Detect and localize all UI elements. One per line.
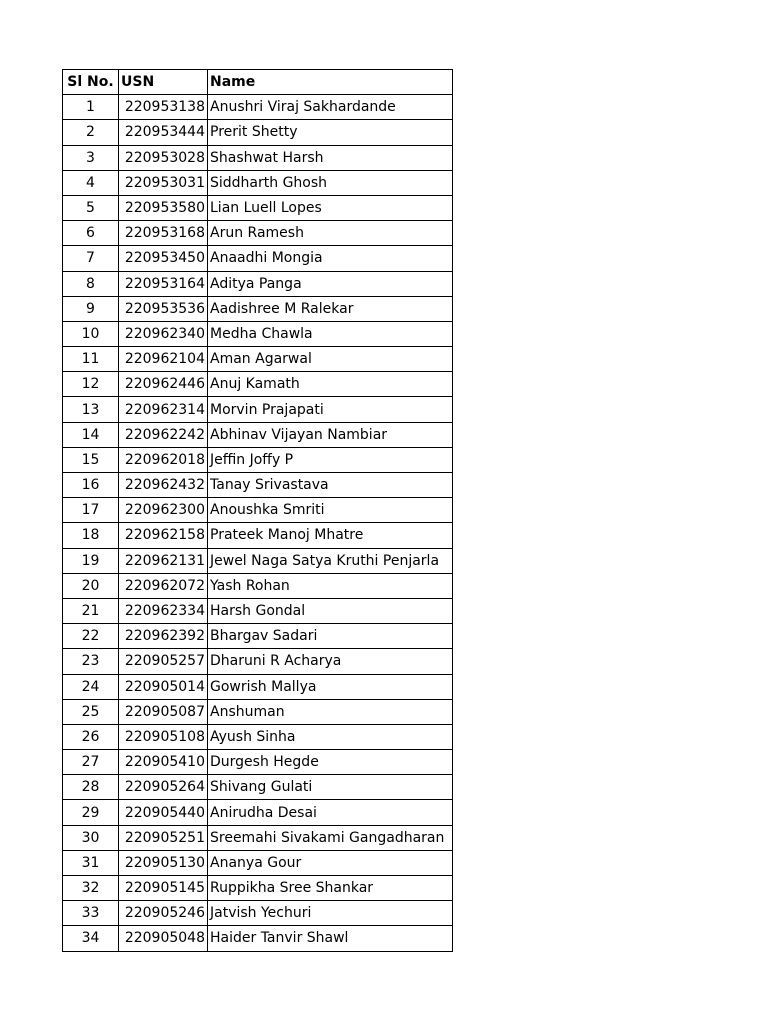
cell-sl-no: 24 <box>63 674 119 699</box>
cell-sl-no: 34 <box>63 926 119 951</box>
cell-name: Shashwat Harsh <box>208 145 453 170</box>
cell-usn: 220962300 <box>119 498 208 523</box>
table-row <box>63 699 453 724</box>
cell-name: Ananya Gour <box>208 850 453 875</box>
cell-name: Shivang Gulati <box>208 775 453 800</box>
cell-usn: 220905251 <box>119 825 208 850</box>
table-row <box>63 649 453 674</box>
cell-usn: 220953164 <box>119 271 208 296</box>
cell-name: Jeffin Joffy P <box>208 447 453 472</box>
cell-usn: 220905410 <box>119 750 208 775</box>
table-row <box>63 296 453 321</box>
cell-usn: 220962432 <box>119 473 208 498</box>
table-row <box>63 750 453 775</box>
table-row <box>63 246 453 271</box>
cell-sl-no: 26 <box>63 724 119 749</box>
cell-sl-no: 29 <box>63 800 119 825</box>
cell-name: Prateek Manoj Mhatre <box>208 523 453 548</box>
cell-usn: 220953580 <box>119 195 208 220</box>
cell-name: Anushri Viraj Sakhardande <box>208 95 453 120</box>
cell-name: Tanay Srivastava <box>208 473 453 498</box>
cell-sl-no: 11 <box>63 347 119 372</box>
cell-name: Anirudha Desai <box>208 800 453 825</box>
table-row <box>63 397 453 422</box>
table-row <box>63 447 453 472</box>
cell-name: Medha Chawla <box>208 321 453 346</box>
cell-usn: 220953450 <box>119 246 208 271</box>
header-usn: USN <box>119 70 208 95</box>
cell-sl-no: 27 <box>63 750 119 775</box>
cell-name: Anshuman <box>208 699 453 724</box>
cell-name: Bhargav Sadari <box>208 624 453 649</box>
table-row <box>63 170 453 195</box>
table-row <box>63 548 453 573</box>
cell-usn: 220962072 <box>119 573 208 598</box>
cell-usn: 220905246 <box>119 901 208 926</box>
table-row <box>63 850 453 875</box>
table-row <box>63 674 453 699</box>
cell-usn: 220905130 <box>119 850 208 875</box>
header-name: Name <box>208 70 453 95</box>
cell-name: Durgesh Hegde <box>208 750 453 775</box>
table-row <box>63 321 453 346</box>
cell-usn: 220953168 <box>119 221 208 246</box>
table-body <box>63 95 453 951</box>
table-row <box>63 624 453 649</box>
table-row <box>63 573 453 598</box>
cell-usn: 220962334 <box>119 598 208 623</box>
cell-sl-no: 16 <box>63 473 119 498</box>
cell-sl-no: 2 <box>63 120 119 145</box>
cell-usn: 220905087 <box>119 699 208 724</box>
cell-usn: 220905440 <box>119 800 208 825</box>
table-row <box>63 523 453 548</box>
cell-sl-no: 14 <box>63 422 119 447</box>
cell-sl-no: 23 <box>63 649 119 674</box>
cell-sl-no: 4 <box>63 170 119 195</box>
table-row <box>63 271 453 296</box>
cell-usn: 220905257 <box>119 649 208 674</box>
cell-sl-no: 5 <box>63 195 119 220</box>
cell-sl-no: 7 <box>63 246 119 271</box>
cell-sl-no: 8 <box>63 271 119 296</box>
table-row <box>63 800 453 825</box>
cell-name: Jatvish Yechuri <box>208 901 453 926</box>
cell-sl-no: 6 <box>63 221 119 246</box>
table-row <box>63 498 453 523</box>
table-row <box>63 473 453 498</box>
header-sl-no: Sl No. <box>63 70 119 95</box>
cell-sl-no: 15 <box>63 447 119 472</box>
cell-usn: 220953536 <box>119 296 208 321</box>
cell-sl-no: 25 <box>63 699 119 724</box>
cell-usn: 220962392 <box>119 624 208 649</box>
cell-usn: 220905264 <box>119 775 208 800</box>
cell-usn: 220962340 <box>119 321 208 346</box>
cell-sl-no: 1 <box>63 95 119 120</box>
cell-usn: 220905108 <box>119 724 208 749</box>
cell-sl-no: 12 <box>63 372 119 397</box>
cell-usn: 220905145 <box>119 876 208 901</box>
cell-usn: 220953031 <box>119 170 208 195</box>
cell-sl-no: 32 <box>63 876 119 901</box>
cell-name: Sreemahi Sivakami Gangadharan <box>208 825 453 850</box>
cell-usn: 220953444 <box>119 120 208 145</box>
cell-name: Anuj Kamath <box>208 372 453 397</box>
table-row <box>63 901 453 926</box>
cell-sl-no: 19 <box>63 548 119 573</box>
cell-name: Lian Luell Lopes <box>208 195 453 220</box>
table-row <box>63 422 453 447</box>
cell-name: Aditya Panga <box>208 271 453 296</box>
cell-sl-no: 28 <box>63 775 119 800</box>
student-table <box>62 69 453 952</box>
cell-usn: 220953028 <box>119 145 208 170</box>
cell-name: Haider Tanvir Shawl <box>208 926 453 951</box>
table-row <box>63 221 453 246</box>
cell-name: Dharuni R Acharya <box>208 649 453 674</box>
table-header-row <box>63 70 453 95</box>
cell-name: Siddharth Ghosh <box>208 170 453 195</box>
cell-sl-no: 18 <box>63 523 119 548</box>
cell-usn: 220962018 <box>119 447 208 472</box>
cell-name: Abhinav Vijayan Nambiar <box>208 422 453 447</box>
cell-name: Anoushka Smriti <box>208 498 453 523</box>
table-row <box>63 95 453 120</box>
cell-sl-no: 30 <box>63 825 119 850</box>
cell-usn: 220962314 <box>119 397 208 422</box>
table-row <box>63 926 453 951</box>
cell-sl-no: 9 <box>63 296 119 321</box>
cell-sl-no: 21 <box>63 598 119 623</box>
cell-usn: 220905014 <box>119 674 208 699</box>
cell-sl-no: 17 <box>63 498 119 523</box>
cell-name: Morvin Prajapati <box>208 397 453 422</box>
cell-usn: 220962242 <box>119 422 208 447</box>
cell-sl-no: 13 <box>63 397 119 422</box>
cell-name: Aman Agarwal <box>208 347 453 372</box>
cell-usn: 220905048 <box>119 926 208 951</box>
cell-usn: 220962104 <box>119 347 208 372</box>
cell-name: Jewel Naga Satya Kruthi Penjarla <box>208 548 453 573</box>
table-row <box>63 825 453 850</box>
cell-sl-no: 33 <box>63 901 119 926</box>
cell-sl-no: 22 <box>63 624 119 649</box>
cell-name: Yash Rohan <box>208 573 453 598</box>
table-row <box>63 145 453 170</box>
table-row <box>63 372 453 397</box>
table-row <box>63 876 453 901</box>
table-row <box>63 775 453 800</box>
table-row <box>63 598 453 623</box>
cell-name: Arun Ramesh <box>208 221 453 246</box>
cell-name: Harsh Gondal <box>208 598 453 623</box>
cell-name: Anaadhi Mongia <box>208 246 453 271</box>
table-row <box>63 724 453 749</box>
cell-name: Aadishree M Ralekar <box>208 296 453 321</box>
cell-usn: 220962158 <box>119 523 208 548</box>
cell-name: Prerit Shetty <box>208 120 453 145</box>
table-row <box>63 195 453 220</box>
cell-usn: 220953138 <box>119 95 208 120</box>
cell-usn: 220962446 <box>119 372 208 397</box>
cell-sl-no: 20 <box>63 573 119 598</box>
cell-sl-no: 31 <box>63 850 119 875</box>
cell-name: Ayush Sinha <box>208 724 453 749</box>
cell-sl-no: 3 <box>63 145 119 170</box>
table-row <box>63 120 453 145</box>
cell-name: Ruppikha Sree Shankar <box>208 876 453 901</box>
cell-name: Gowrish Mallya <box>208 674 453 699</box>
cell-sl-no: 10 <box>63 321 119 346</box>
table-row <box>63 347 453 372</box>
cell-usn: 220962131 <box>119 548 208 573</box>
